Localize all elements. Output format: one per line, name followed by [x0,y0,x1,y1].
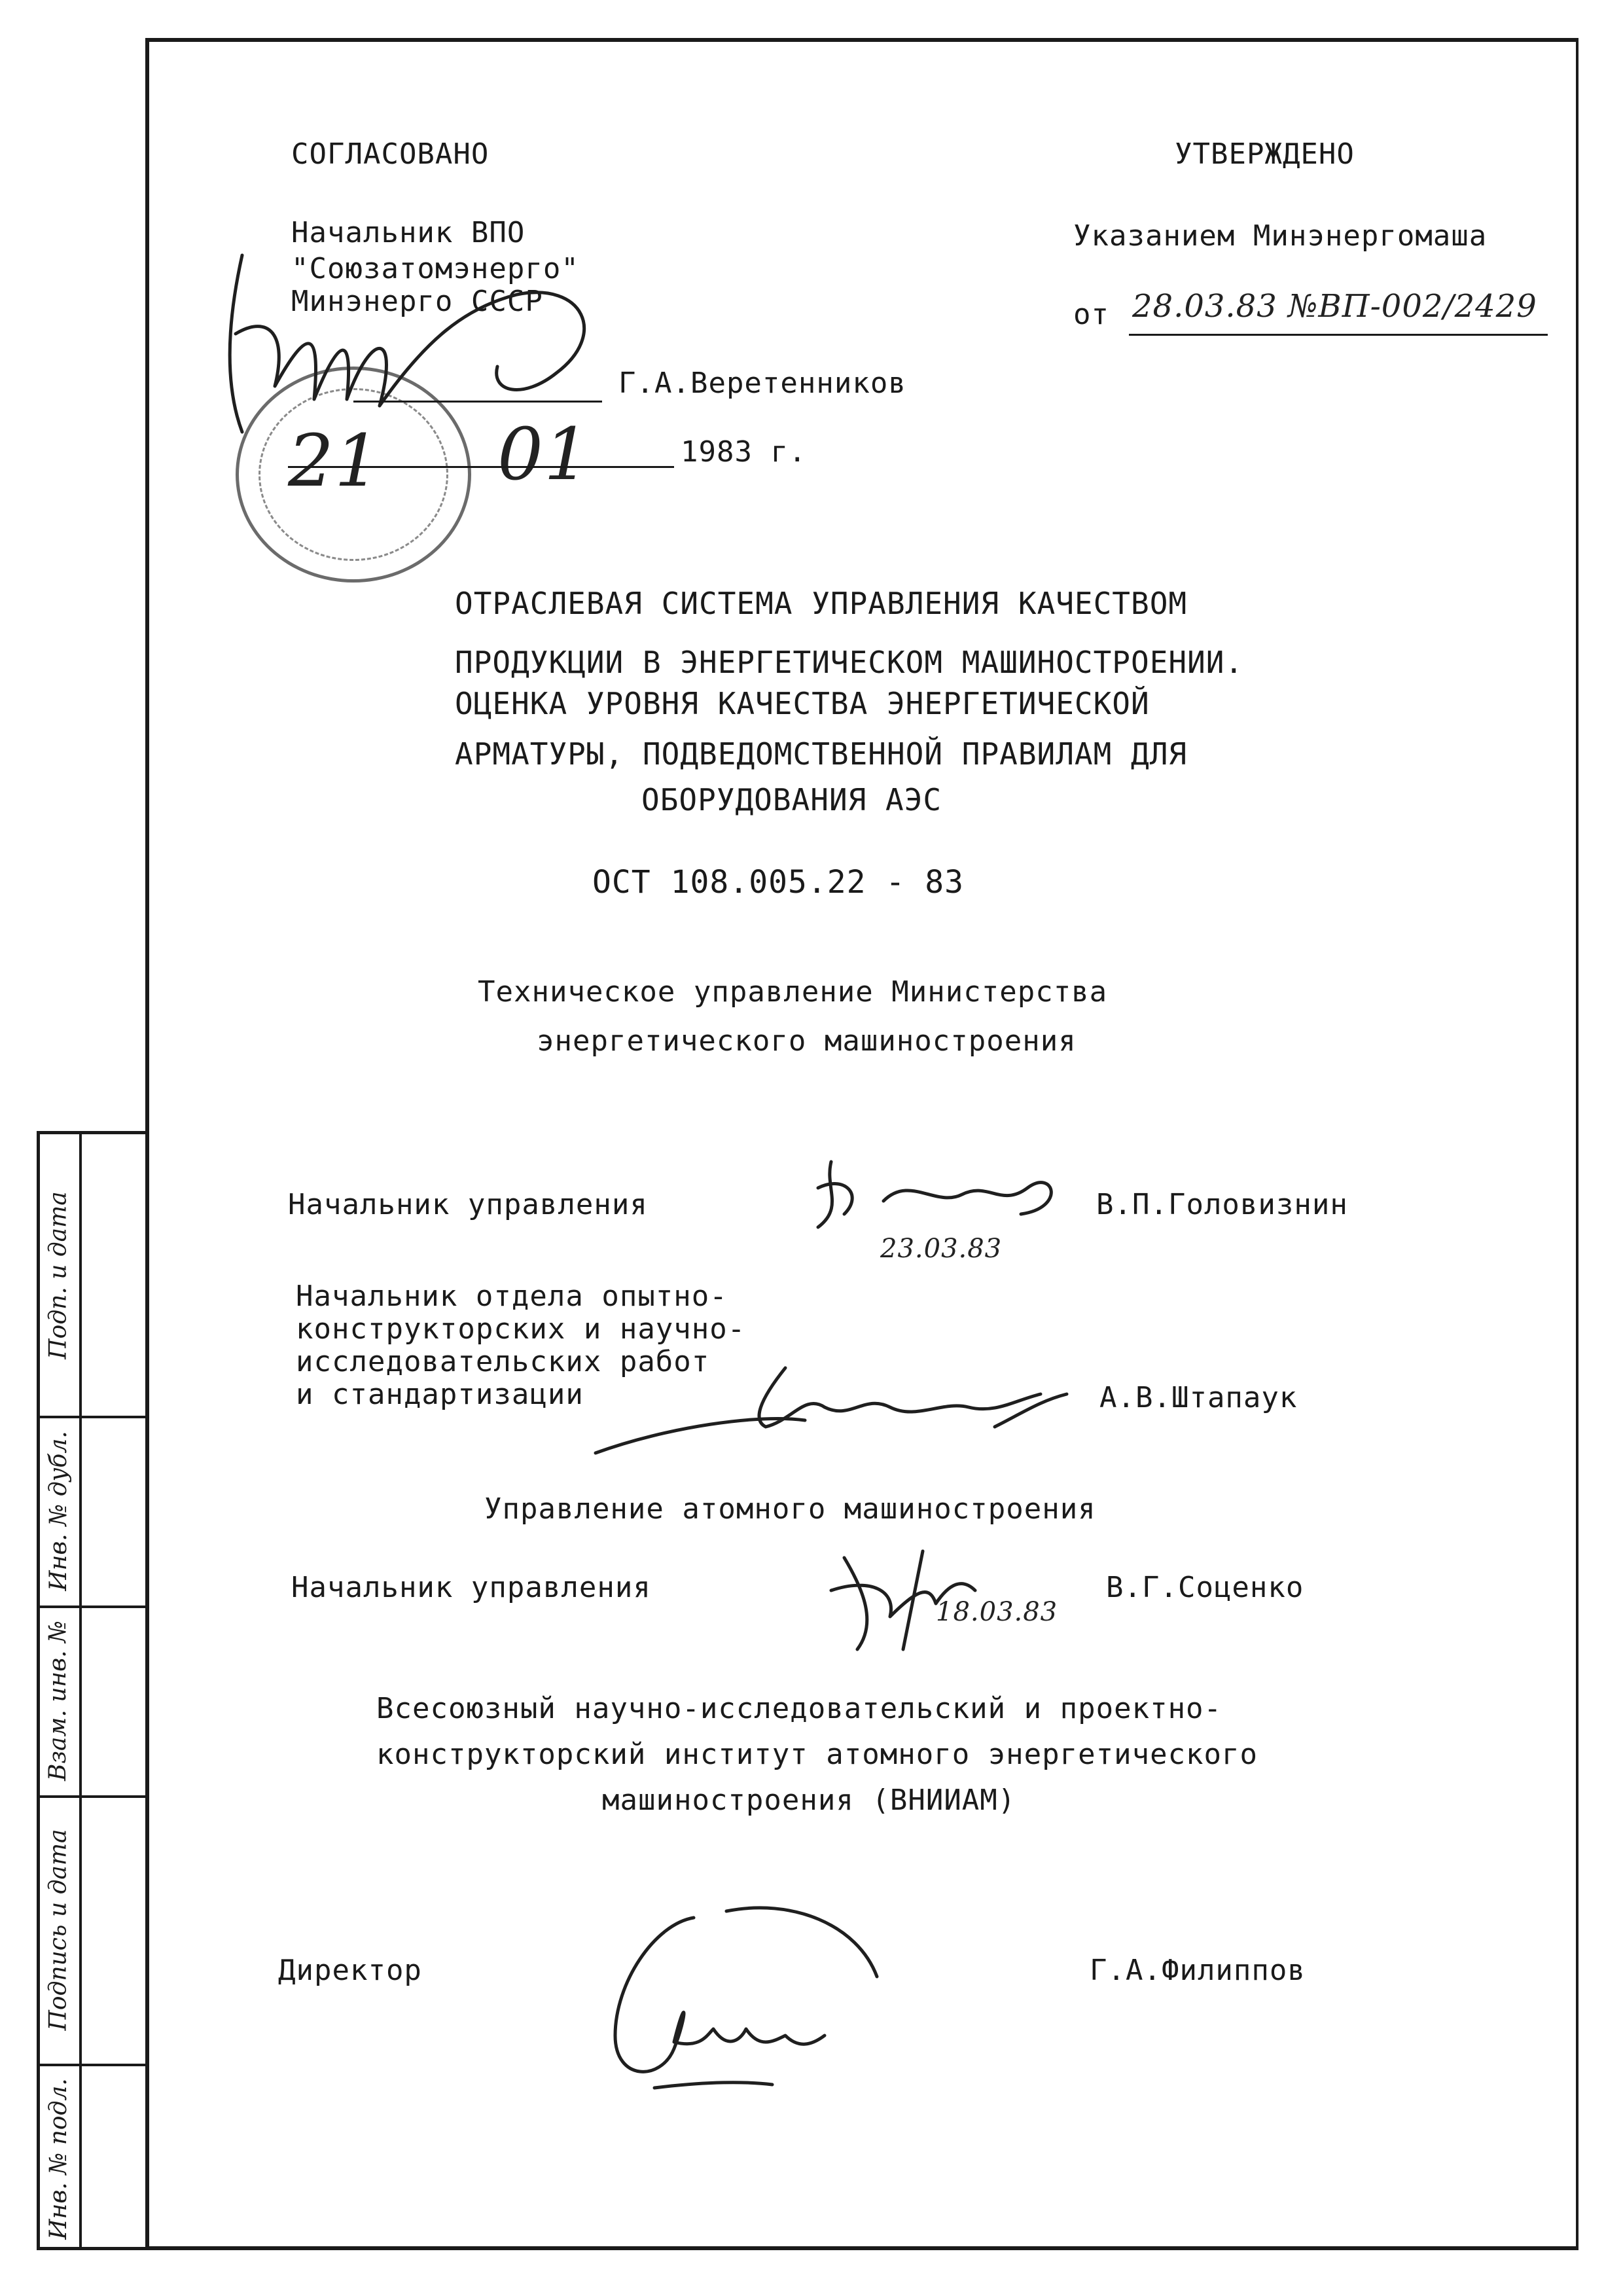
agreed-date-line [288,466,674,468]
sign2-name: А.В.Штапаук [1099,1381,1298,1414]
sign1-name: В.П.Головизнин [1096,1188,1348,1221]
director-signature [576,1885,982,2101]
strip-cell-dup-inv [37,1416,79,1605]
title-line-1: ОТРАСЛЕВАЯ СИСТЕМА УПРАВЛЕНИЯ КАЧЕСТВОМ [455,586,1188,621]
approved-title: УТВЕРЖДЕНО [1175,137,1355,171]
side-stamp-strip [37,1131,145,2250]
agreed-year: 1983 г. [681,435,807,469]
agreed-date-day: 21 [288,419,381,503]
strip-cell-orig-inv [37,2064,79,2253]
approved-date-line [1129,334,1548,336]
agreed-name: Г.А.Веретенников [618,367,906,400]
agreed-signature-line [353,401,602,403]
agreed-title: СОГЛАСОВАНО [291,137,490,171]
sign2-role-line-2: конструкторских и научно- [296,1312,746,1346]
section1-line-2: энергетического машиностроения [537,1024,1077,1058]
title-line-4: АРМАТУРЫ, ПОДВЕДОМСТВЕННОЙ ПРАВИЛАМ ДЛЯ [455,736,1188,772]
agreed-line-2: "Союзатомэнерго" [291,252,579,285]
section2-line-1: Управление атомного машиностроения [484,1492,1096,1526]
title-line-5: ОБОРУДОВАНИЯ АЭС [641,782,942,817]
section2-sign-date: 18.03.83 [936,1597,1058,1627]
sign1-role: Начальник управления [288,1188,648,1221]
section3-line-3: машиностроения (ВНИИАМ) [602,1784,1016,1817]
sign2-role-line-3: исследовательских работ [296,1345,710,1378]
section1-line-1: Техническое управление Министерства [478,975,1108,1009]
sign2-role-line-1: Начальник отдела опытно- [296,1280,728,1313]
section3-line-1: Всесоюзный научно-исследовательский и проектно- [376,1692,1222,1725]
strip-text: Подп. и дата [45,1191,72,1359]
approved-date-number: 28.03.83 №ВП-002/2429 [1132,288,1537,325]
strip-text: Инв. № подл. [45,2077,72,2240]
strip-text: Инв. № дубл. [45,1430,72,1591]
strip-cell-signature-date [37,1795,79,2064]
strip-divider [79,1134,82,2247]
standard-number: ОСТ 108.005.22 - 83 [592,864,965,901]
agreed-line-3: Минэнерго СССР [291,285,543,318]
title-line-2: ПРОДУКЦИИ В ЭНЕРГЕТИЧЕСКОМ МАШИНОСТРОЕНИИ. [455,645,1244,680]
strip-cell-replace-inv [37,1605,79,1795]
title-line-3: ОЦЕНКА УРОВНЯ КАЧЕСТВА ЭНЕРГЕТИЧЕСКОЙ [455,686,1150,721]
agreed-line-1: Начальник ВПО [291,216,526,249]
strip-cell-sign-date [37,1134,79,1416]
approved-prefix: от [1073,298,1109,331]
sign1-signature [805,1149,1093,1247]
section3-line-2: конструкторский институт атомного энергетического [376,1738,1258,1771]
section2-sign-role: Начальник управления [291,1571,651,1604]
sign1-date: 23.03.83 [880,1234,1003,1264]
section3-sign-name: Г.А.Филиппов [1090,1954,1306,1987]
sign2-role-line-4: и стандартизации [296,1378,584,1411]
agreed-signature [216,236,674,458]
strip-text: Взам. инв. № [45,1620,72,1781]
section2-sign-name: В.Г.Соценко [1106,1571,1304,1604]
section3-sign-role: Директор [278,1954,422,1987]
approved-line-1: Указанием Минэнергомаша [1073,219,1488,253]
agreed-date-month: 01 [497,412,590,496]
strip-text: Подпись и дата [45,1829,72,2030]
sign2-signature [589,1348,1086,1466]
